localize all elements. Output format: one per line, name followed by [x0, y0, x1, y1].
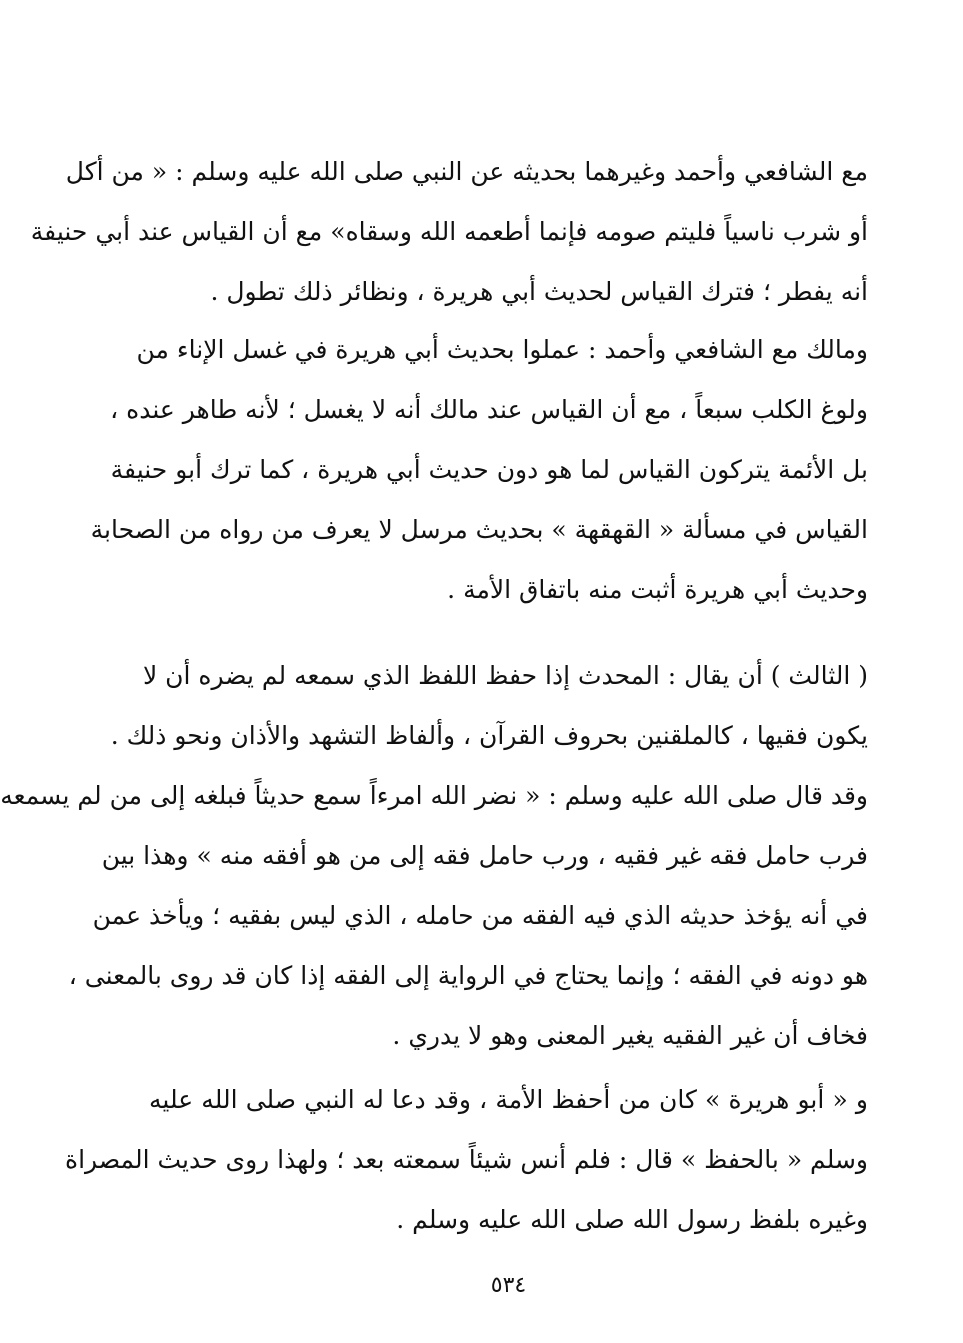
text-line: مع الشافعي وأحمد وغيرهما بحديثه عن النبي صلى الله عليه وسلم : « من أكل [65, 157, 868, 186]
text-line: فرب حامل فقه غير فقيه ، ورب حامل فقه إلى من هو أفقه منه » وهذا بين [101, 841, 868, 870]
text-line: فخاف أن غير الفقيه يغير المعنى وهو لا يدري . [392, 1021, 868, 1050]
text-line: وحديث أبي هريرة أثبت منه باتفاق الأمة . [447, 575, 868, 604]
text-line: وقد قال صلى الله عليه وسلم : « نضر الله امرءاً سمع حديثاً فبلغه إلى من لم يسمعه [0, 781, 868, 810]
text-line: أنه يفطر ؛ فترك القياس لحديث أبي هريرة ، ونظائر ذلك تطول . [210, 277, 868, 306]
text-line: القياس في مسألة « القهقهة » بحديث مرسل لا يعرف من رواه من الصحابة [90, 515, 868, 544]
text-line: ومالك مع الشافعي وأحمد : عملوا بحديث أبي هريرة في غسل الإناء من [136, 335, 868, 364]
paragraph-2 [90, 320, 868, 620]
paragraph-4 [65, 1070, 868, 1250]
text-line: هو دونه في الفقه ؛ وإنما يحتاج في الرواية إلى الفقه إذا كان قد روى بالمعنى ، [68, 961, 868, 990]
text-line: بل الأئمة يتركون القياس لما هو دون حديث أبي هريرة ، كما ترك أبو حنيفة [110, 455, 868, 484]
paragraph-1 [30, 142, 868, 322]
text-line: في أنه يؤخذ حديثه الذي فيه الفقه من حامله ، الذي ليس بفقيه ؛ ويأخذ عمن [92, 901, 868, 930]
paragraph-3 [0, 646, 868, 1066]
text-line: ولوغ الكلب سبعاً ، مع أن القياس عند مالك أنه لا يغسل ؛ لأنه طاهر عنده ، [110, 395, 868, 424]
text-line: و « أبو هريرة » كان من أحفظ الأمة ، وقد دعا له النبي صلى الله عليه [149, 1085, 868, 1114]
text-line: ( الثالث ) أن يقال : المحدث إذا حفظ اللفظ الذي سمعه لم يضره أن لا [142, 661, 868, 690]
page-number: ٥٣٤ [490, 1273, 527, 1298]
text-line: وغيره بلفظ رسول الله صلى الله عليه وسلم . [396, 1205, 868, 1234]
text-line: وسلم « بالحفظ » قال : فلم أنس شيئاً سمعته بعد ؛ ولهذا روى حديث المصراة [65, 1145, 868, 1174]
text-line: أو شرب ناسياً فليتم صومه فإنما أطعمه الله وسقاه» مع أن القياس عند أبي حنيفة [30, 217, 868, 246]
text-line: يكون فقيها ، كالملقنين بحروف القرآن ، وألفاظ التشهد والأذان ونحو ذلك . [110, 721, 868, 750]
